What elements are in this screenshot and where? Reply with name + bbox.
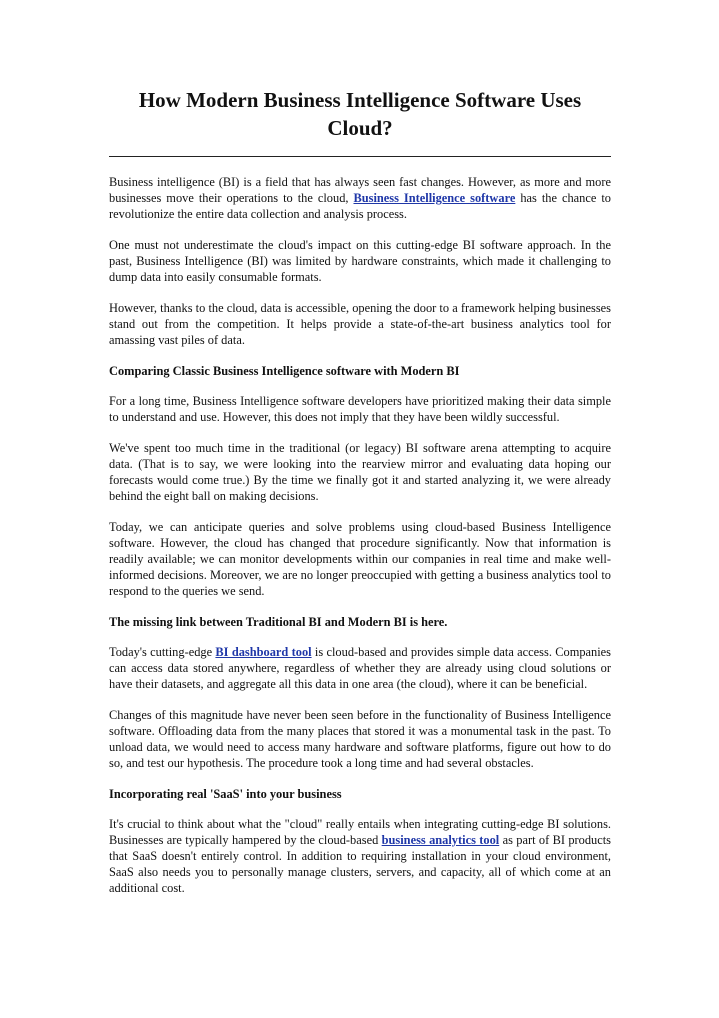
paragraph-developers: For a long time, Business Intelligence software developers have prioritized making their data simple to understand and use. However, this does not imply that they have been wildly successful. [109,394,611,424]
business-analytics-tool-link[interactable]: business analytics tool [381,833,500,847]
section-heading-comparing: Comparing Classic Business Intelligence software with Modern BI [109,364,460,378]
bi-dashboard-tool-link[interactable]: BI dashboard tool [215,645,312,659]
paragraph-today: Today, we can anticipate queries and solve problems using cloud-based Business Intelligence software. However, the cloud has changed that procedure significantly. Now that information is readily available; we can monitor developments within our companies in real time and make well-informed decisions. Moreover, we are no longer preoccupied with getting a business analytics tool to respond to the queries we send. [109,520,611,598]
paragraph-intro [109,174,611,222]
paragraph-text: It's crucial to think about what the "cloud" really entails when integrating cutting-edge BI solutions. Businesses are typically hampered by the cloud-based [109,817,611,847]
document-title: How Modern Business Intelligence Software Uses Cloud? [138,88,582,140]
paragraph-legacy: We've spent too much time in the traditional (or legacy) BI software arena attempting to acquire data. (That is to say, we were looking into the rearview mirror and evaluating data hoping our forecasts would come true.) By the time we finally got it and started analyzing it, we were already behind the eight ball on making decisions. [109,441,611,503]
paragraph-magnitude: Changes of this magnitude have never been seen before in the functionality of Business Intelligence software. Offloading data from the many places that stored it was a monumental task in the past. To unload data, we would need to access many hardware and software platforms, figure out how to do so, and test our hypothesis. The procedure took a long time and had several obstacles. [109,708,611,770]
paragraph-text: is cloud-based and provides simple data access. Companies can access data stored anywhere, regardless of whether they are already using cloud solutions or have their datasets, and aggregate all this data in one area (the cloud), where it can be beneficial. [109,645,611,691]
section-heading-missing-link: The missing link between Traditional BI and Modern BI is here. [109,615,448,629]
paragraph-text: has the chance to revolutionize the entire data collection and analysis process. [109,191,611,221]
paragraph-cloud-impact: One must not underestimate the cloud's impact on this cutting-edge BI software approach. In the past, Business Intelligence (BI) was limited by hardware constraints, which made it challenging to dump data into easily consumable formats. [109,238,611,284]
business-intelligence-software-link[interactable]: Business Intelligence software [353,191,516,205]
section-heading-saas: Incorporating real 'SaaS' into your business [109,787,342,801]
paragraph-text: Business intelligence (BI) is a field that has always seen fast changes. However, as more and more businesses move their operations to the cloud, [109,175,611,205]
paragraph-saas [109,816,611,896]
title-divider [109,156,611,157]
paragraph-accessibility: However, thanks to the cloud, data is accessible, opening the door to a framework helping businesses stand out from the competition. It helps provide a state-of-the-art business analytics tool for amassing vast piles of data. [109,301,611,347]
paragraph-dashboard [109,644,611,692]
paragraph-text: as part of BI products that SaaS doesn't entirely control. In addition to requiring installation in your cloud environment, SaaS also needs you to personally manage clusters, servers, and capacity, all of which come at an additional cost. [109,833,611,895]
paragraph-text: Today's cutting-edge [109,645,216,659]
